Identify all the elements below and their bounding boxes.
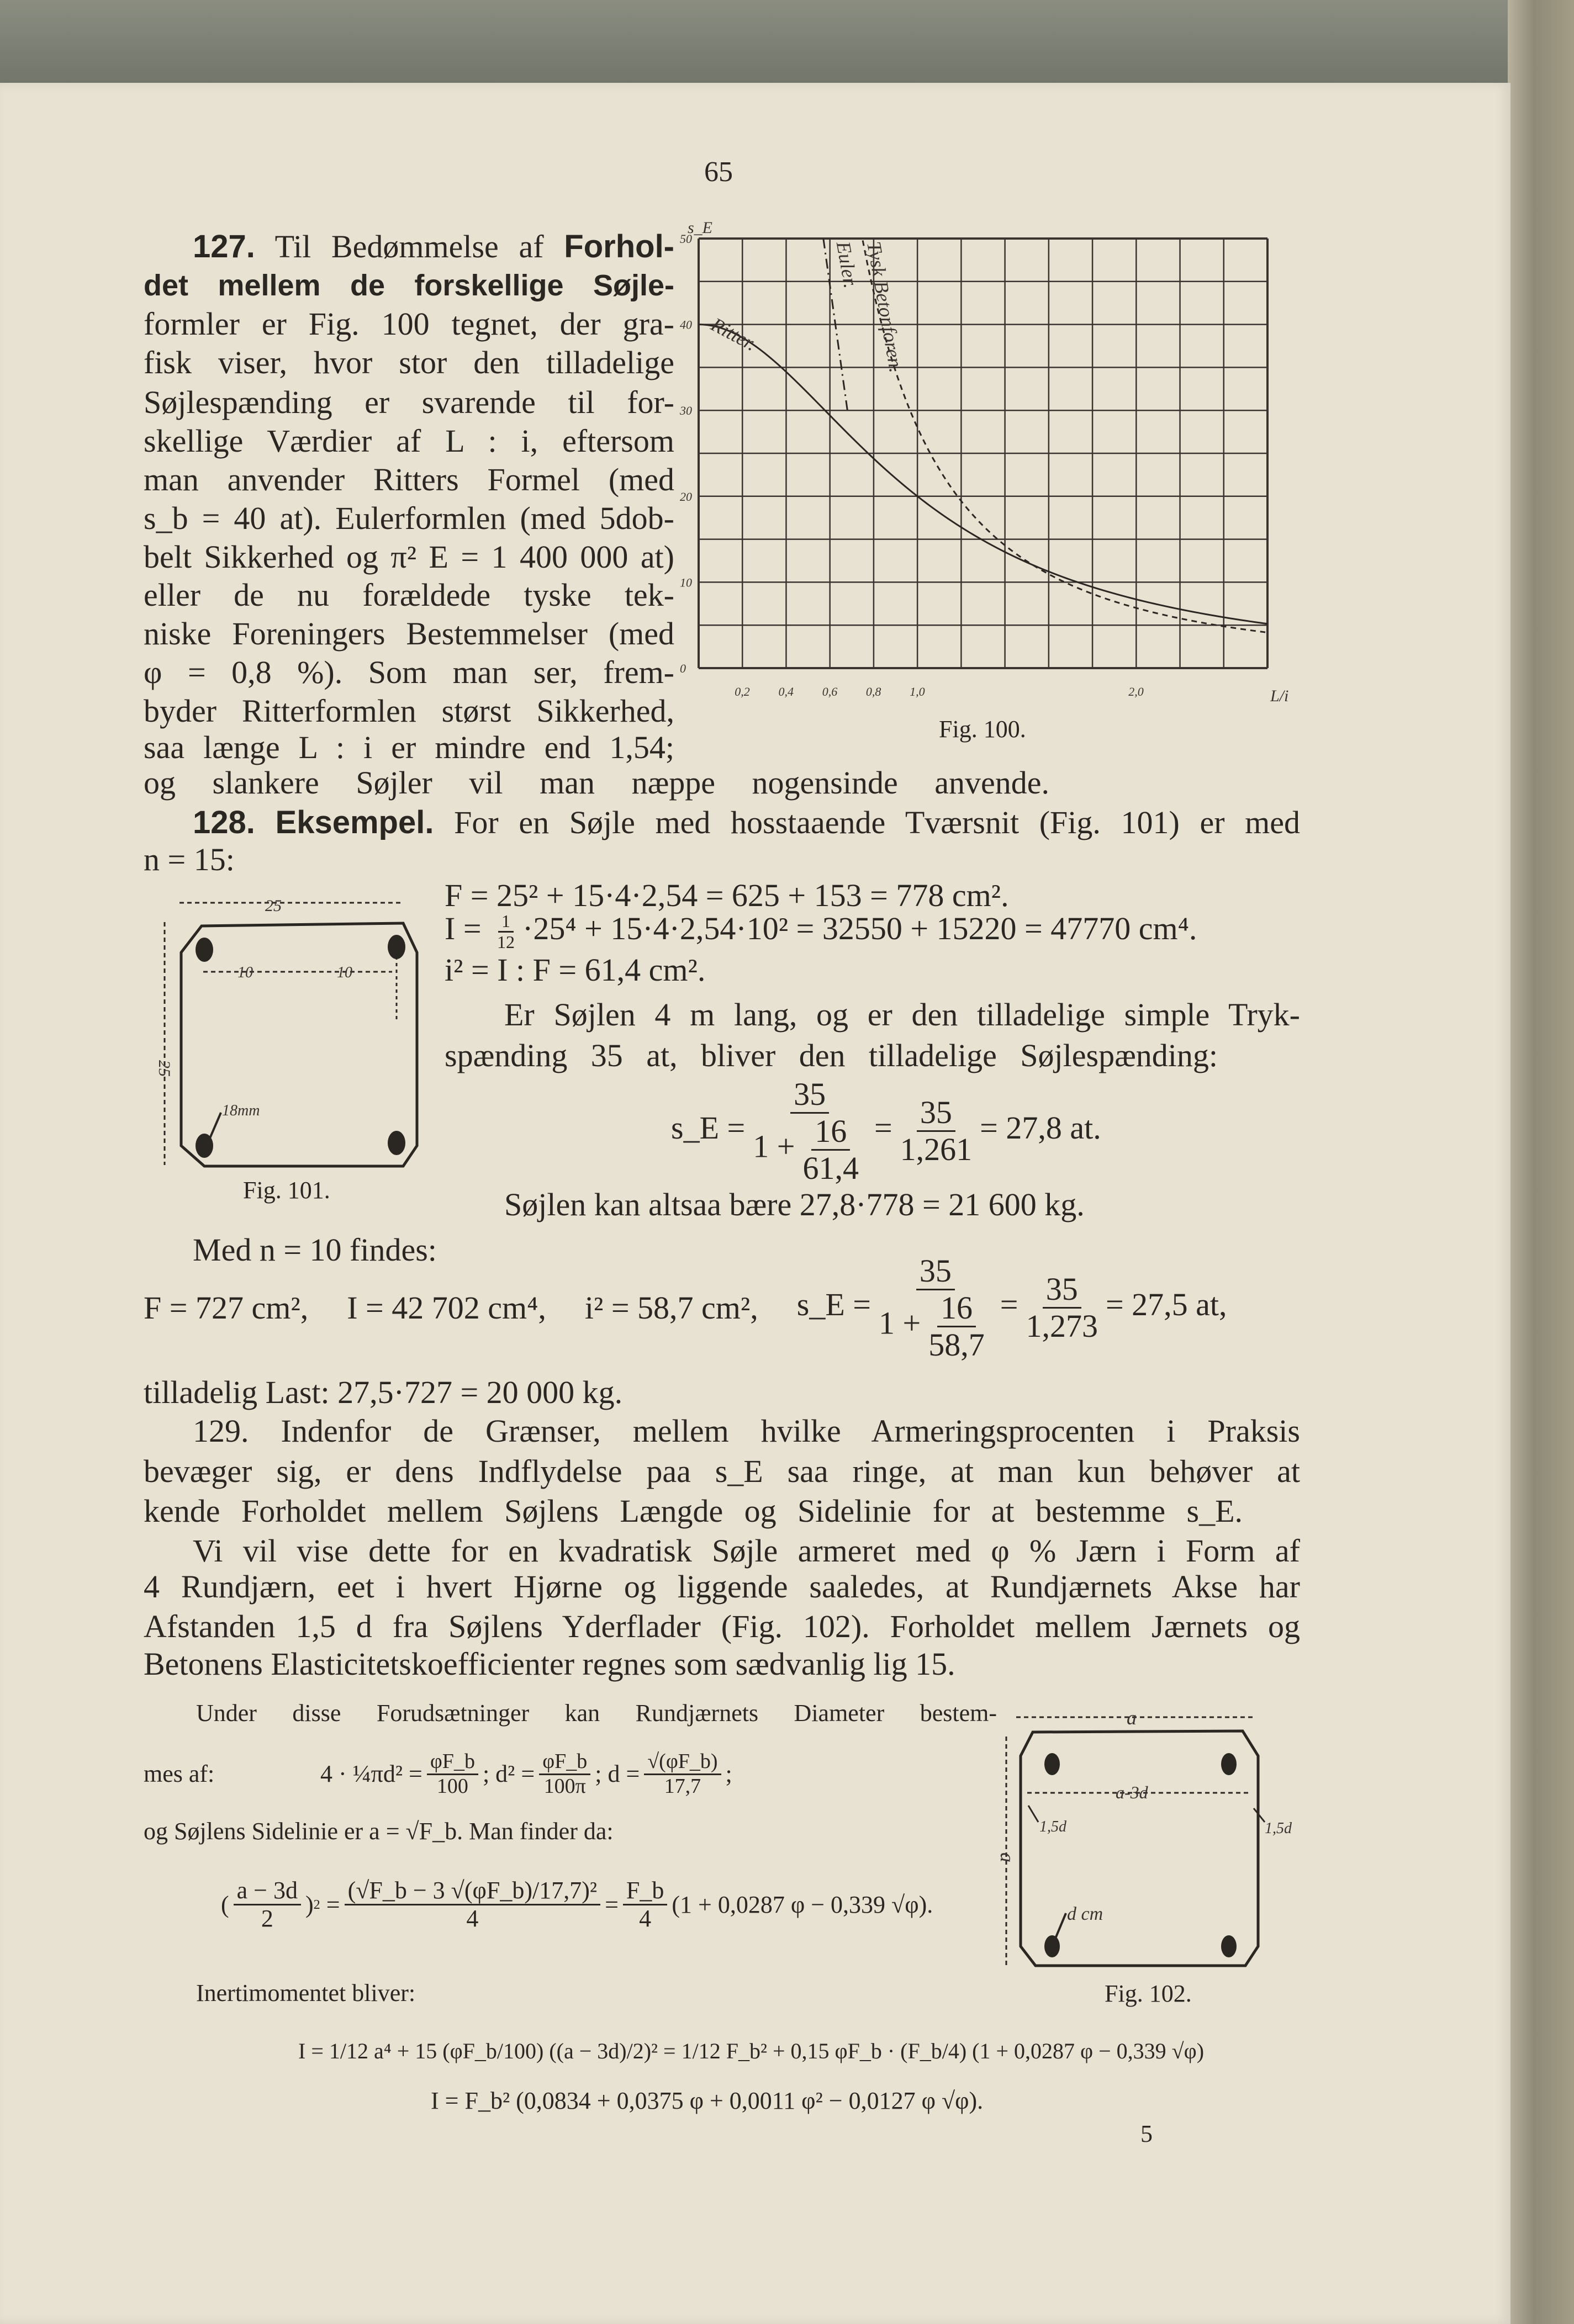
fig102-dim-top: a — [1127, 1707, 1137, 1729]
fig102-offset-right: 1,5d — [1265, 1820, 1292, 1837]
sec127-line-14: saa længe L : i er mindre end 1,54; — [144, 729, 674, 765]
fig101-bar-label: 18mm — [222, 1102, 260, 1119]
sec129-line-5: 4 Rundjærn, eet i hvert Hjørne og liggende saaledes, at Rundjærnets Akse har — [144, 1569, 1300, 1605]
fig101-dim-side: 25 — [155, 1060, 173, 1077]
sec127-line-2: det mellem de forskellige Søjle- — [144, 269, 674, 302]
eq-I2: I = F_b² (0,0834 + 0,0375 φ + 0,0011 φ² − 0,0127 φ √φ). — [431, 2087, 984, 2114]
x-tick-label: 2,0 — [1128, 685, 1144, 698]
sec128-text1: Er Søjlen 4 m lang, og er den tilladelige simple Tryk- — [504, 997, 1300, 1033]
eq-F: F = 25² + 15·4·2,54 = 625 + 153 = 778 cm². — [445, 877, 1009, 913]
sec127-line-6: skellige Værdier af L : i, eftersom — [144, 423, 674, 459]
sec127-line-11: niske Foreningers Bestemmelser (med — [144, 616, 674, 652]
sec129-line-3: kende Forholdet mellem Søjlens Længde og Sidelinie for at bestemme s_E. — [144, 1493, 1243, 1529]
y-tick-label: 40 — [680, 317, 692, 332]
fig100-caption: Fig. 100. — [939, 716, 1026, 743]
sec127-line-1: 127. Til Bedømmelse af Forhol- — [193, 229, 674, 264]
fig101-dim-top: 25 — [265, 897, 282, 915]
fig102-offset-left: 1,5d — [1039, 1818, 1066, 1835]
signature-mark: 5 — [1140, 2120, 1153, 2147]
series-ritter — [699, 325, 1267, 624]
eq-i2: i² = I : F = 61,4 cm². — [445, 952, 706, 988]
fig101-cross-section — [144, 889, 431, 1176]
sec128-text2: spænding 35 at, bliver den tilladelige Søjlespænding: — [445, 1037, 1218, 1073]
x-tick-label: 0,6 — [822, 685, 838, 698]
sec127-line-12: φ = 0,8 %). Som man ser, frem- — [144, 654, 674, 690]
fig102-dim-mid: a-3d — [1116, 1782, 1148, 1802]
sec128-n: n = 15: — [144, 841, 235, 877]
sec128-carry: Søjlen kan altsaa bære 27,8·778 = 21 600 kg. — [504, 1187, 1085, 1222]
eq-I1: I = 1/12 a⁴ + 15 (φF_b/100) ((a − 3d)/2)² = 1/12 F_b² + 0,15 φF_b · (F_b/4) (1 + 0,0287 φ − 0,339 √φ) — [298, 2039, 1205, 2063]
sec127-line-5: Søjlespænding er svarende til for- — [144, 384, 674, 420]
sec129-line-2: bevæger sig, er dens Indflydelse paa s_E saa ringe, at man kun behøver at — [144, 1453, 1300, 1489]
fig101-caption: Fig. 101. — [243, 1177, 330, 1204]
series-label: Tysk Betonforen. — [863, 240, 908, 374]
book-binding — [1508, 0, 1574, 2324]
sec127-line-10: eller de nu forældede tyske tek- — [144, 577, 674, 613]
fig101-dim-left: 10 — [237, 964, 253, 981]
sec129-small-1: Under disse Forudsætninger kan Rundjærnets Diameter bestem- — [196, 1700, 997, 1727]
y-tick-label: 20 — [680, 489, 692, 504]
book-cover — [0, 0, 1574, 94]
sec127-line-4: fisk viser, hvor stor den tilladelige — [144, 345, 674, 380]
x-tick-label: 1,0 — [910, 685, 925, 698]
fig102-dim-side: a — [996, 1852, 1018, 1862]
series-label: Euler. — [832, 240, 862, 290]
x-tick-label: 0,8 — [865, 685, 881, 698]
sec129-line-6: Afstanden 1,5 d fra Søjlens Yderflader (Fig. 102). Forholdet mellem Jærnets og — [144, 1608, 1300, 1644]
eq-big: ( $\frac{a - 3d}{2}$ ) 2 = $\frac{\text{(√F\_b − 3 √(φF\_b)/17,7)²}}{4}$ = $\frac{F\_b}{4}$ (1 + 0,0287 φ − 0,339 √φ). — [221, 1877, 933, 1933]
y-axis-label: s_E — [688, 219, 712, 237]
sec129-line-4: Vi vil vise dette for en kvadratisk Søjle armeret med φ % Jærn i Form af — [193, 1533, 1300, 1569]
sec127-line-7: man anvender Ritters Formel (med — [144, 462, 674, 497]
fig101-dim-right: 10 — [337, 964, 352, 981]
page-number: 65 — [704, 156, 733, 188]
sec127-line-9: belt Sikkerhed og π² E = 1 400 000 at) — [144, 539, 674, 575]
sec128-last: tilladelig Last: 27,5·727 = 20 000 kg. — [144, 1374, 623, 1410]
sec129-side: og Søjlens Sidelinie er a = √F_b. Man finder da: — [144, 1818, 614, 1845]
y-tick-label: 10 — [680, 575, 692, 590]
y-tick-label: 50 — [680, 232, 692, 246]
eq-d: mes af: 4 · ¼πd² = $\frac{\varphi F\_b}{100}$ ; d² = $\frac{\varphi F\_b}{100\pi}$ ; d = $\frac{√(\varphi F\_b)}{17,7}$ ; — [144, 1750, 732, 1798]
sec128-med: Med n = 10 findes: — [193, 1232, 437, 1268]
fig102-caption: Fig. 102. — [1105, 1980, 1192, 2007]
eq-row-n10: F = 727 cm², I = 42 702 cm⁴, i² = 58,7 cm², s_E = 35 1 + $\frac{16}{58,7}$ = $\frac{35}{1,273}$ = 27,5 at, — [144, 1253, 1227, 1363]
x-tick-label: 0,2 — [735, 685, 750, 698]
fig102-bar-label: d cm — [1067, 1904, 1103, 1924]
y-tick-label: 0 — [680, 661, 686, 675]
sec129-line-1: 129. Indenfor de Grænser, mellem hvilke Armeringsprocenten i Praksis — [193, 1413, 1300, 1449]
sec128-heading-line: 128. Eksempel. For en Søjle med hosstaaende Tværsnit (Fig. 101) er med — [193, 804, 1301, 840]
eq-I: I = $\frac{1}{12}$ ·25⁴ + 15·4·2,54·10² = 32550 + 15220 = 47770 cm⁴. — [445, 910, 1197, 952]
sec127-line-8: s_b = 40 at). Eulerformlen (med 5dob- — [144, 500, 674, 536]
y-tick-label: 30 — [680, 404, 692, 418]
fig102-cross-section — [994, 1703, 1303, 1979]
sec129-line-7: Betonens Elasticitetskoefficienter regnes som sædvanlig lig 15. — [144, 1646, 955, 1682]
x-axis-label: L/i — [1270, 687, 1289, 705]
sec127-line-15: og slankere Søjler vil man næppe nogensinde anvende. — [144, 765, 1049, 801]
eq-sE-1: s_E = 35 1 + $\frac{16}{61,4}$ = $\frac{35}{1,261}$ = 27,8 at. — [671, 1076, 1101, 1186]
x-tick-label: 0,4 — [778, 685, 794, 698]
series-euler — [863, 240, 1265, 632]
sec129-inert: Inertimomentet bliver: — [196, 1979, 416, 2007]
series-label: Ritter. — [707, 313, 760, 356]
sec127-line-3: formler er Fig. 100 tegnet, der gra- — [144, 306, 674, 342]
sec127-line-13: byder Ritterformlen størst Sikkerhed, — [144, 693, 674, 729]
fig100-chart — [652, 210, 1314, 740]
